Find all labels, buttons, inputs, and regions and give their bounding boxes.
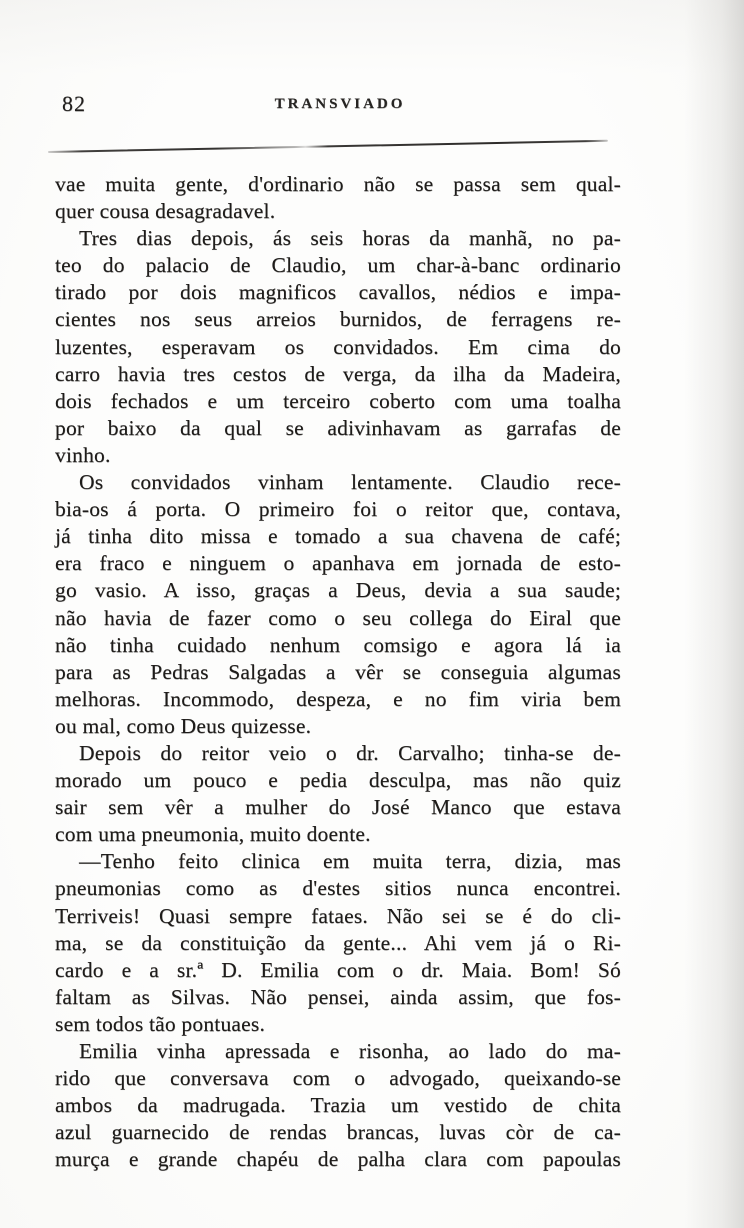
text-line: vae muita gente, d'ordinario não se passa sem qual- <box>55 172 621 196</box>
text-line: ma, se da constituição da gente... Ahi vem já o Ri- <box>55 930 621 955</box>
text-line: ou mal, como Deus quizesse. <box>55 713 312 738</box>
text-line: ambos da madrugada. Trazia um vestido de chita <box>55 1093 621 1118</box>
paragraph <box>55 171 621 225</box>
text-line: —Tenho feito clinica em muita terra, dizia, mas <box>79 849 621 874</box>
page-body <box>55 171 621 1173</box>
text-line: Os convidados vinham lentamente. Claudio rece- <box>79 470 621 495</box>
text-line: já tinha dito missa e tomado a sua chavena de café; <box>55 524 621 549</box>
text-line: morado um pouco e pedia desculpa, mas não quiz <box>55 768 621 793</box>
text-line: luzentes, esperavam os convidados. Em cima do <box>55 334 621 359</box>
text-line: rido que conversava com o advogado, queixando-se <box>55 1066 621 1091</box>
text-line: go vasio. A isso, graças a Deus, devia a sua saude; <box>55 578 621 603</box>
text-line: bia-os á porta. O primeiro foi o reitor que, contava, <box>55 497 621 522</box>
paragraph <box>55 225 621 469</box>
text-line: não havia de fazer como o seu collega do Eiral que <box>55 605 621 630</box>
text-line: tirado por dois magnificos cavallos, nédios e impa- <box>55 280 621 305</box>
text-line: faltam as Silvas. Não pensei, ainda assim, que fos- <box>55 984 621 1009</box>
paragraph <box>55 848 621 1038</box>
text-line: era fraco e ninguem o apanhava em jornada de esto- <box>55 551 621 576</box>
text-line: dois fechados e um terceiro coberto com uma toalha <box>55 388 621 413</box>
text-line: quer cousa desagradavel. <box>55 199 276 224</box>
text-line: Tres dias depois, ás seis horas da manhã, no pa- <box>79 226 621 251</box>
header-rule <box>48 140 608 153</box>
text-line: melhoras. Incommodo, despeza, e no fim viria bem <box>55 686 621 711</box>
text-line: Depois do reitor veio o dr. Carvalho; tinha-se de- <box>79 740 621 765</box>
text-line: teo do palacio de Claudio, um char-à-banc ordinario <box>55 253 621 278</box>
text-line: pneumonias como as d'estes sitios nunca encontrei. <box>55 876 621 901</box>
text-line: não tinha cuidado nenhum comsigo e agora lá ia <box>55 632 621 657</box>
text-line: Terriveis! Quasi sempre fataes. Não sei se é do cli- <box>55 903 621 928</box>
text-line: sem todos tão pontuaes. <box>55 1011 266 1036</box>
text-line: sair sem vêr a mulher do José Manco que estava <box>55 795 621 820</box>
text-line: cardo e a sr.ª D. Emilia com o dr. Maia. Bom! Só <box>55 957 621 982</box>
text-line: azul guarnecido de rendas brancas, luvas còr de ca- <box>55 1120 621 1145</box>
text-line: carro havia tres cestos de verga, da ilha da Madeira, <box>55 361 621 386</box>
text-line: cientes nos seus arreios burnidos, de ferragens re- <box>55 307 621 332</box>
text-line: murça e grande chapéu de palha clara com papoulas <box>55 1147 621 1172</box>
page-number: 82 <box>62 91 86 116</box>
paragraph <box>55 1038 621 1173</box>
text-line: para as Pedras Salgadas a vêr se conseguia algumas <box>55 659 621 684</box>
text-line: com uma pneumonia, muito doente. <box>55 822 371 847</box>
text-line: Emilia vinha apressada e risonha, ao lado do ma- <box>79 1039 621 1063</box>
running-title: TRANSVIADO <box>274 96 406 112</box>
paragraph <box>55 469 621 740</box>
text-line: vinho. <box>55 442 111 467</box>
text-line: por baixo da qual se adivinhavam as garrafas de <box>55 415 621 440</box>
paragraph <box>55 740 621 848</box>
